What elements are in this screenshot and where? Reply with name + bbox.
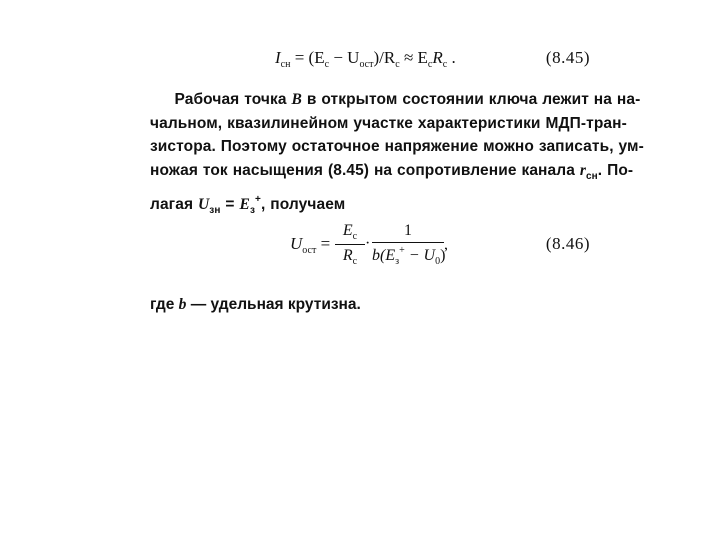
body-paragraph (150, 88, 644, 223)
paragraph-line: лагая $U_{зн} = E_з^+$, получаем (150, 194, 346, 216)
definition-line: где b — удельная крутизна. (150, 296, 361, 313)
paragraph-line: чальном, квазилинейном участке характеристики МДП-тран- (150, 114, 627, 132)
equation-8-45 (150, 44, 590, 74)
comma: , (444, 236, 448, 253)
equation-8-45-expression: $I_{сн} = (E_с - U_{ост})/R_с \approx E_сR_с$ . (275, 48, 456, 70)
paragraph-line: зистора. Поэтому остаточное напряжение можно записать, ум- (150, 138, 644, 155)
equation-number: (8.46) (545, 234, 590, 253)
equation-8-46 (150, 222, 590, 282)
fraction-reciprocal: 1 $b(E_з^+ - U_0)$ (372, 222, 446, 267)
paragraph-line: Рабочая точка B в открытом состоянии ключа лежит на на- (174, 91, 641, 108)
paragraph-line: ножая ток насыщения (8.45) на сопротивление канала $r_{сн}$. По- (150, 161, 634, 182)
fraction-ec-over-rc: $E_с$ $R_с$ (335, 222, 365, 267)
multiplication-dot: · (365, 235, 371, 252)
equation-number: (8.45) (545, 48, 590, 67)
equation-8-46-lhs: $U_{ост}$ = (290, 234, 331, 256)
